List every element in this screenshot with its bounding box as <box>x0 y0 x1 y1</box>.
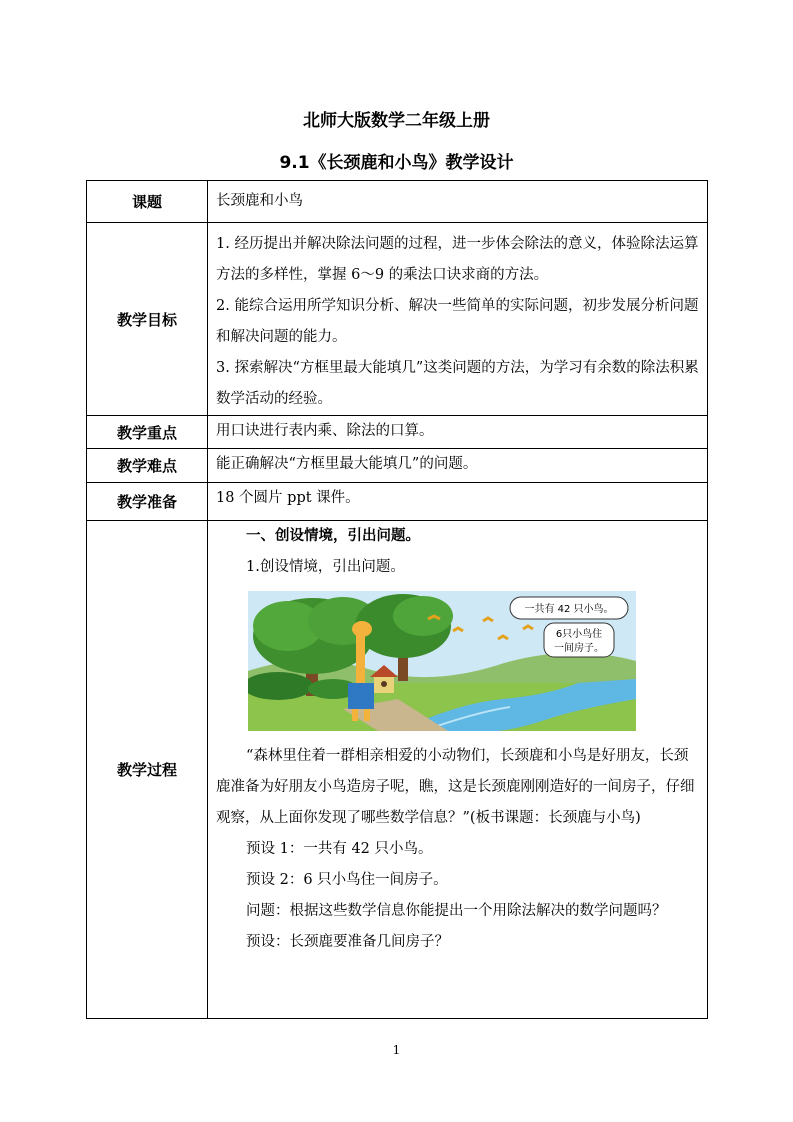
prep-label: 教学准备 <box>87 483 208 521</box>
giraffe-and-birds-illustration <box>248 591 636 731</box>
topic-label: 课题 <box>87 181 208 223</box>
lesson-plan-table <box>86 180 708 1019</box>
narrative-text: “森林里住着一群相亲相爱的小动物们，长颈鹿和小鸟是好朋友，长颈鹿准备为好朋友小鸟造房子呢，瞧，这是长颈鹿刚刚造好的一间房子，仔细观察，从上面你发现了哪些数学信息？”(板书课题：长颈鹿与小鸟) <box>216 748 695 826</box>
document-subtitle: 9.1《长颈鹿和小鸟》教学设计 <box>279 153 514 173</box>
goal-item: 2. 能综合运用所学知识分析、解决一些简单的实际问题，初步发展分析问题和解决问题的能力。 <box>216 298 699 345</box>
difficulty-value: 能正确解决“方框里最大能填几”的问题。 <box>208 449 708 483</box>
key-label: 教学重点 <box>87 416 208 449</box>
document-title: 北师大版数学二年级上册 <box>303 111 490 131</box>
difficulty-label: 教学难点 <box>87 449 208 483</box>
topic-value: 长颈鹿和小鸟 <box>208 181 708 223</box>
preset-2: 预设 2：6 只小鸟住一间房子。 <box>246 872 448 888</box>
process-cell <box>208 521 708 1019</box>
question-text: 问题：根据这些数学信息你能提出一个用除法解决的数学问题吗？ <box>246 903 667 919</box>
key-value: 用口诀进行表内乘、除法的口算。 <box>208 416 708 449</box>
page-number: 1 <box>392 1043 401 1057</box>
preset-1: 预设 1：一共有 42 只小鸟。 <box>246 841 433 857</box>
preset-3: 预设：长颈鹿要准备几间房子？ <box>246 934 449 950</box>
goals-cell <box>208 223 708 416</box>
step-heading: 1.创设情境，引出问题。 <box>246 559 405 575</box>
bubble-text-2a: 6只小鸟住 <box>555 629 603 640</box>
goals-label: 教学目标 <box>87 223 208 416</box>
bubble-text-1: 一共有 42 只小鸟。 <box>524 604 614 615</box>
bubble-text-2b: 一间房子。 <box>554 643 604 654</box>
goal-item: 3. 探索解决“方框里最大能填几”这类问题的方法，为学习有余数的除法积累数学活动的经验。 <box>216 360 699 407</box>
process-label: 教学过程 <box>87 521 208 1019</box>
prep-value: 18 个圆片 ppt 课件。 <box>208 483 708 521</box>
goal-item: 1. 经历提出并解决除法问题的过程，进一步体会除法的意义，体验除法运算方法的多样性，掌握 6～9 的乘法口诀求商的方法。 <box>216 236 699 283</box>
section-heading: 一、创设情境，引出问题。 <box>246 528 420 544</box>
